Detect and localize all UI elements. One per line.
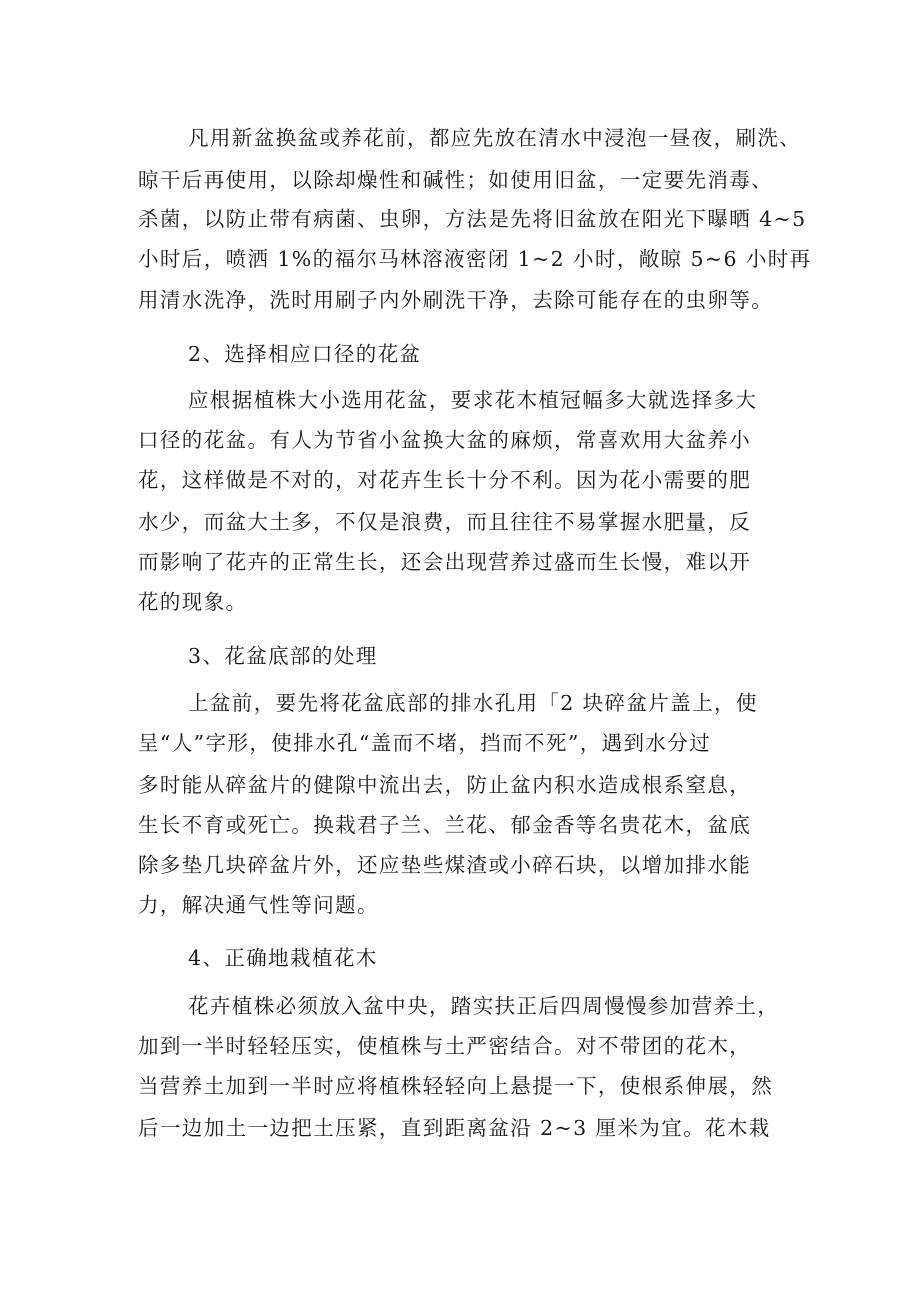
text-line: 花卉植株必须放入盆中央，踏实扶正后四周慢慢参加营养土， <box>188 994 780 1018</box>
text-line: 花的现象。 <box>138 590 248 614</box>
text-line: 呈“人”字形，使排水孔“盖而不堵，挡而不死”，遇到水分过 <box>138 731 712 755</box>
text-line: 小时后，喷洒 1%的福尔马林溶液密闭 1~2 小时，敞晾 5~6 小时再 <box>138 247 812 271</box>
text-line: 花，这样做是不对的，对花卉生长十分不利。因为花小需要的肥 <box>138 468 752 492</box>
text-line: 口径的花盆。有人为节省小盆换大盆的麻烦，常喜欢用大盆养小 <box>138 428 752 452</box>
text-line: 多时能从碎盆片的健隙中流出去，防止盆内积水造成根系窒息， <box>138 773 752 797</box>
text-line: 水少，而盆大土多，不仅是浪费，而且往往不易掌握水肥量，反 <box>138 510 752 534</box>
text-line: 后一边加土一边把土压紧，直到距离盆沿 2~3 厘米为宜。花木栽 <box>138 1116 771 1140</box>
section-heading: 2、选择相应口径的花盆 <box>188 342 422 366</box>
text-line: 凡用新盆换盆或养花前，都应先放在清水中浸泡一昼夜，刷洗、 <box>188 126 802 150</box>
text-line: 加到一半时轻轻压实，使植株与土严密结合。对不带团的花木， <box>138 1034 752 1058</box>
text-line: 杀菌，以防止带有病菌、虫卵，方法是先将旧盆放在阳光下曝晒 4~5 <box>138 207 807 231</box>
text-line: 而影响了花卉的正常生长，还会出现营养过盛而生长慢，难以开 <box>138 550 752 574</box>
text-line: 上盆前，要先将花盆底部的排水孔用「2 块碎盆片盖上，使 <box>188 691 758 715</box>
text-line: 生长不育或死亡。换栽君子兰、兰花、郁金香等名贵花木，盆底 <box>138 813 752 837</box>
text-line: 用清水洗净，洗时用刷子内外刷洗干净，去除可能存在的虫卵等。 <box>138 288 774 312</box>
section-heading: 4、正确地栽植花木 <box>188 946 378 970</box>
text-line: 晾干后再使用，以除却燥性和碱性；如使用旧盆，一定要先消毒、 <box>138 168 774 192</box>
text-line: 当营养土加到一半时应将植株轻轻向上悬提一下，使根系伸展，然 <box>138 1074 774 1098</box>
text-line: 力，解决通气性等问题。 <box>138 893 379 917</box>
text-line: 除多垫几块碎盆片外，还应垫些煤渣或小碎石块，以增加排水能 <box>138 853 752 877</box>
text-line: 应根据植株大小选用花盆，要求花木植冠幅多大就选择多大 <box>188 388 758 412</box>
section-heading: 3、花盆底部的处理 <box>188 644 378 668</box>
